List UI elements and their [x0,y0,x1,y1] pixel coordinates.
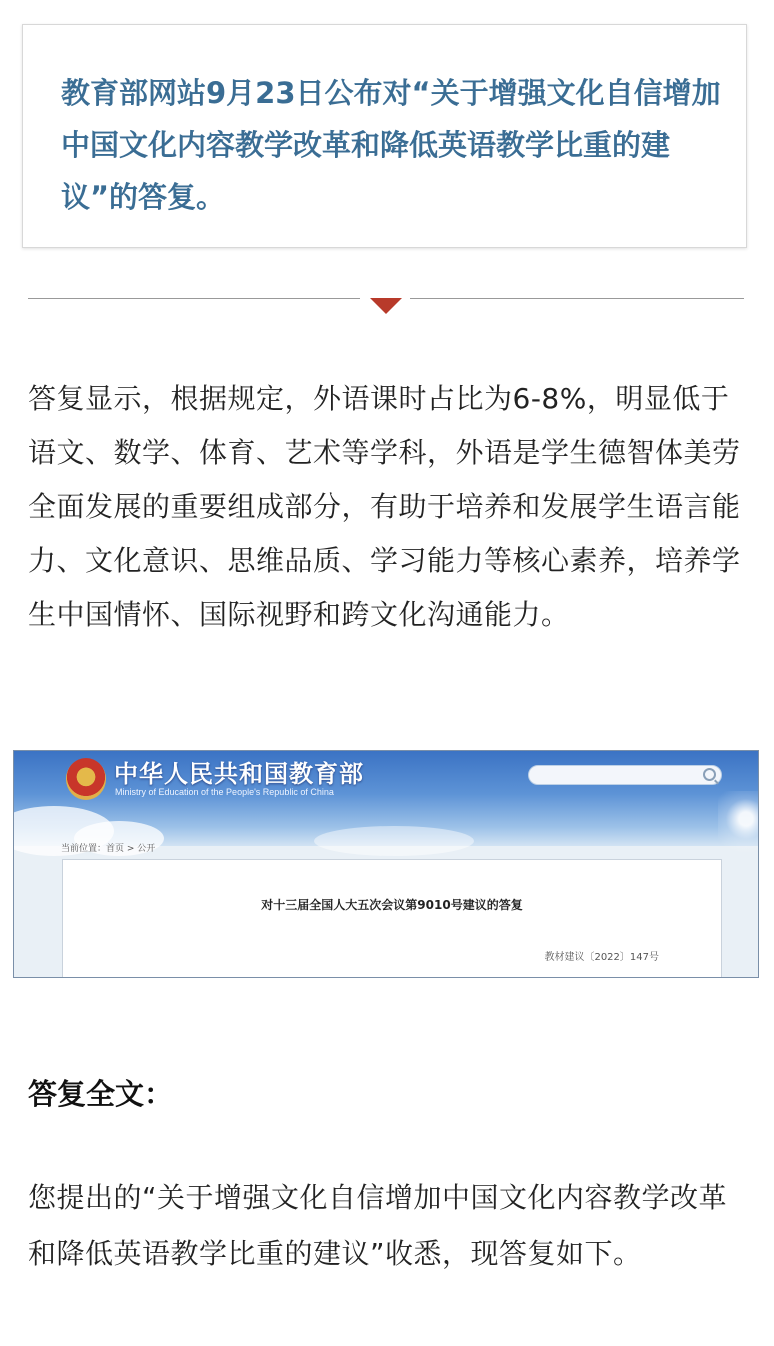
ministry-name-cn: 中华人民共和国教育部 [114,760,364,788]
national-emblem-icon [66,758,106,800]
site-search-input [528,765,722,785]
dandelion-decoration [718,791,758,861]
embedded-website-screenshot [13,750,759,978]
document-panel [62,859,722,978]
breadcrumb: 当前位置：首页 > 公开 [61,844,156,854]
divider-left [28,298,360,299]
down-arrow-icon [370,298,402,314]
body-paragraph-1: 答复显示，根据规定，外语课时占比为6-8%，明显低于语文、数学、体育、艺术等学科，外语是学生德智体美劳全面发展的重要组成部分，有助于培养和发展学生语言能力、文化意识、思维品质、学习能力等核心素养，培养学生中国情怀、国际视野和跨文化沟通能力。 [28,382,741,631]
search-icon [703,768,716,781]
document-title: 对十三届全国人大五次会议第9010号建议的答复 [261,898,523,912]
ministry-name-en: Ministry of Education of the People's Republic of China [115,787,334,797]
headline-text: 教育部网站9月23日公布对“关于增强文化自信增加中国文化内容教学改革和降低英语教学比重的建议”的答复。 [61,76,721,214]
section-heading: 答复全文： [28,1077,174,1111]
divider-right [410,298,744,299]
document-number: 教材建议〔2022〕147号 [544,952,659,963]
headline-card [22,24,747,248]
body-paragraph-2: 您提出的“关于增强文化自信增加中国文化内容教学改革和降低英语教学比重的建议”收悉，现答复如下。 [28,1181,728,1270]
